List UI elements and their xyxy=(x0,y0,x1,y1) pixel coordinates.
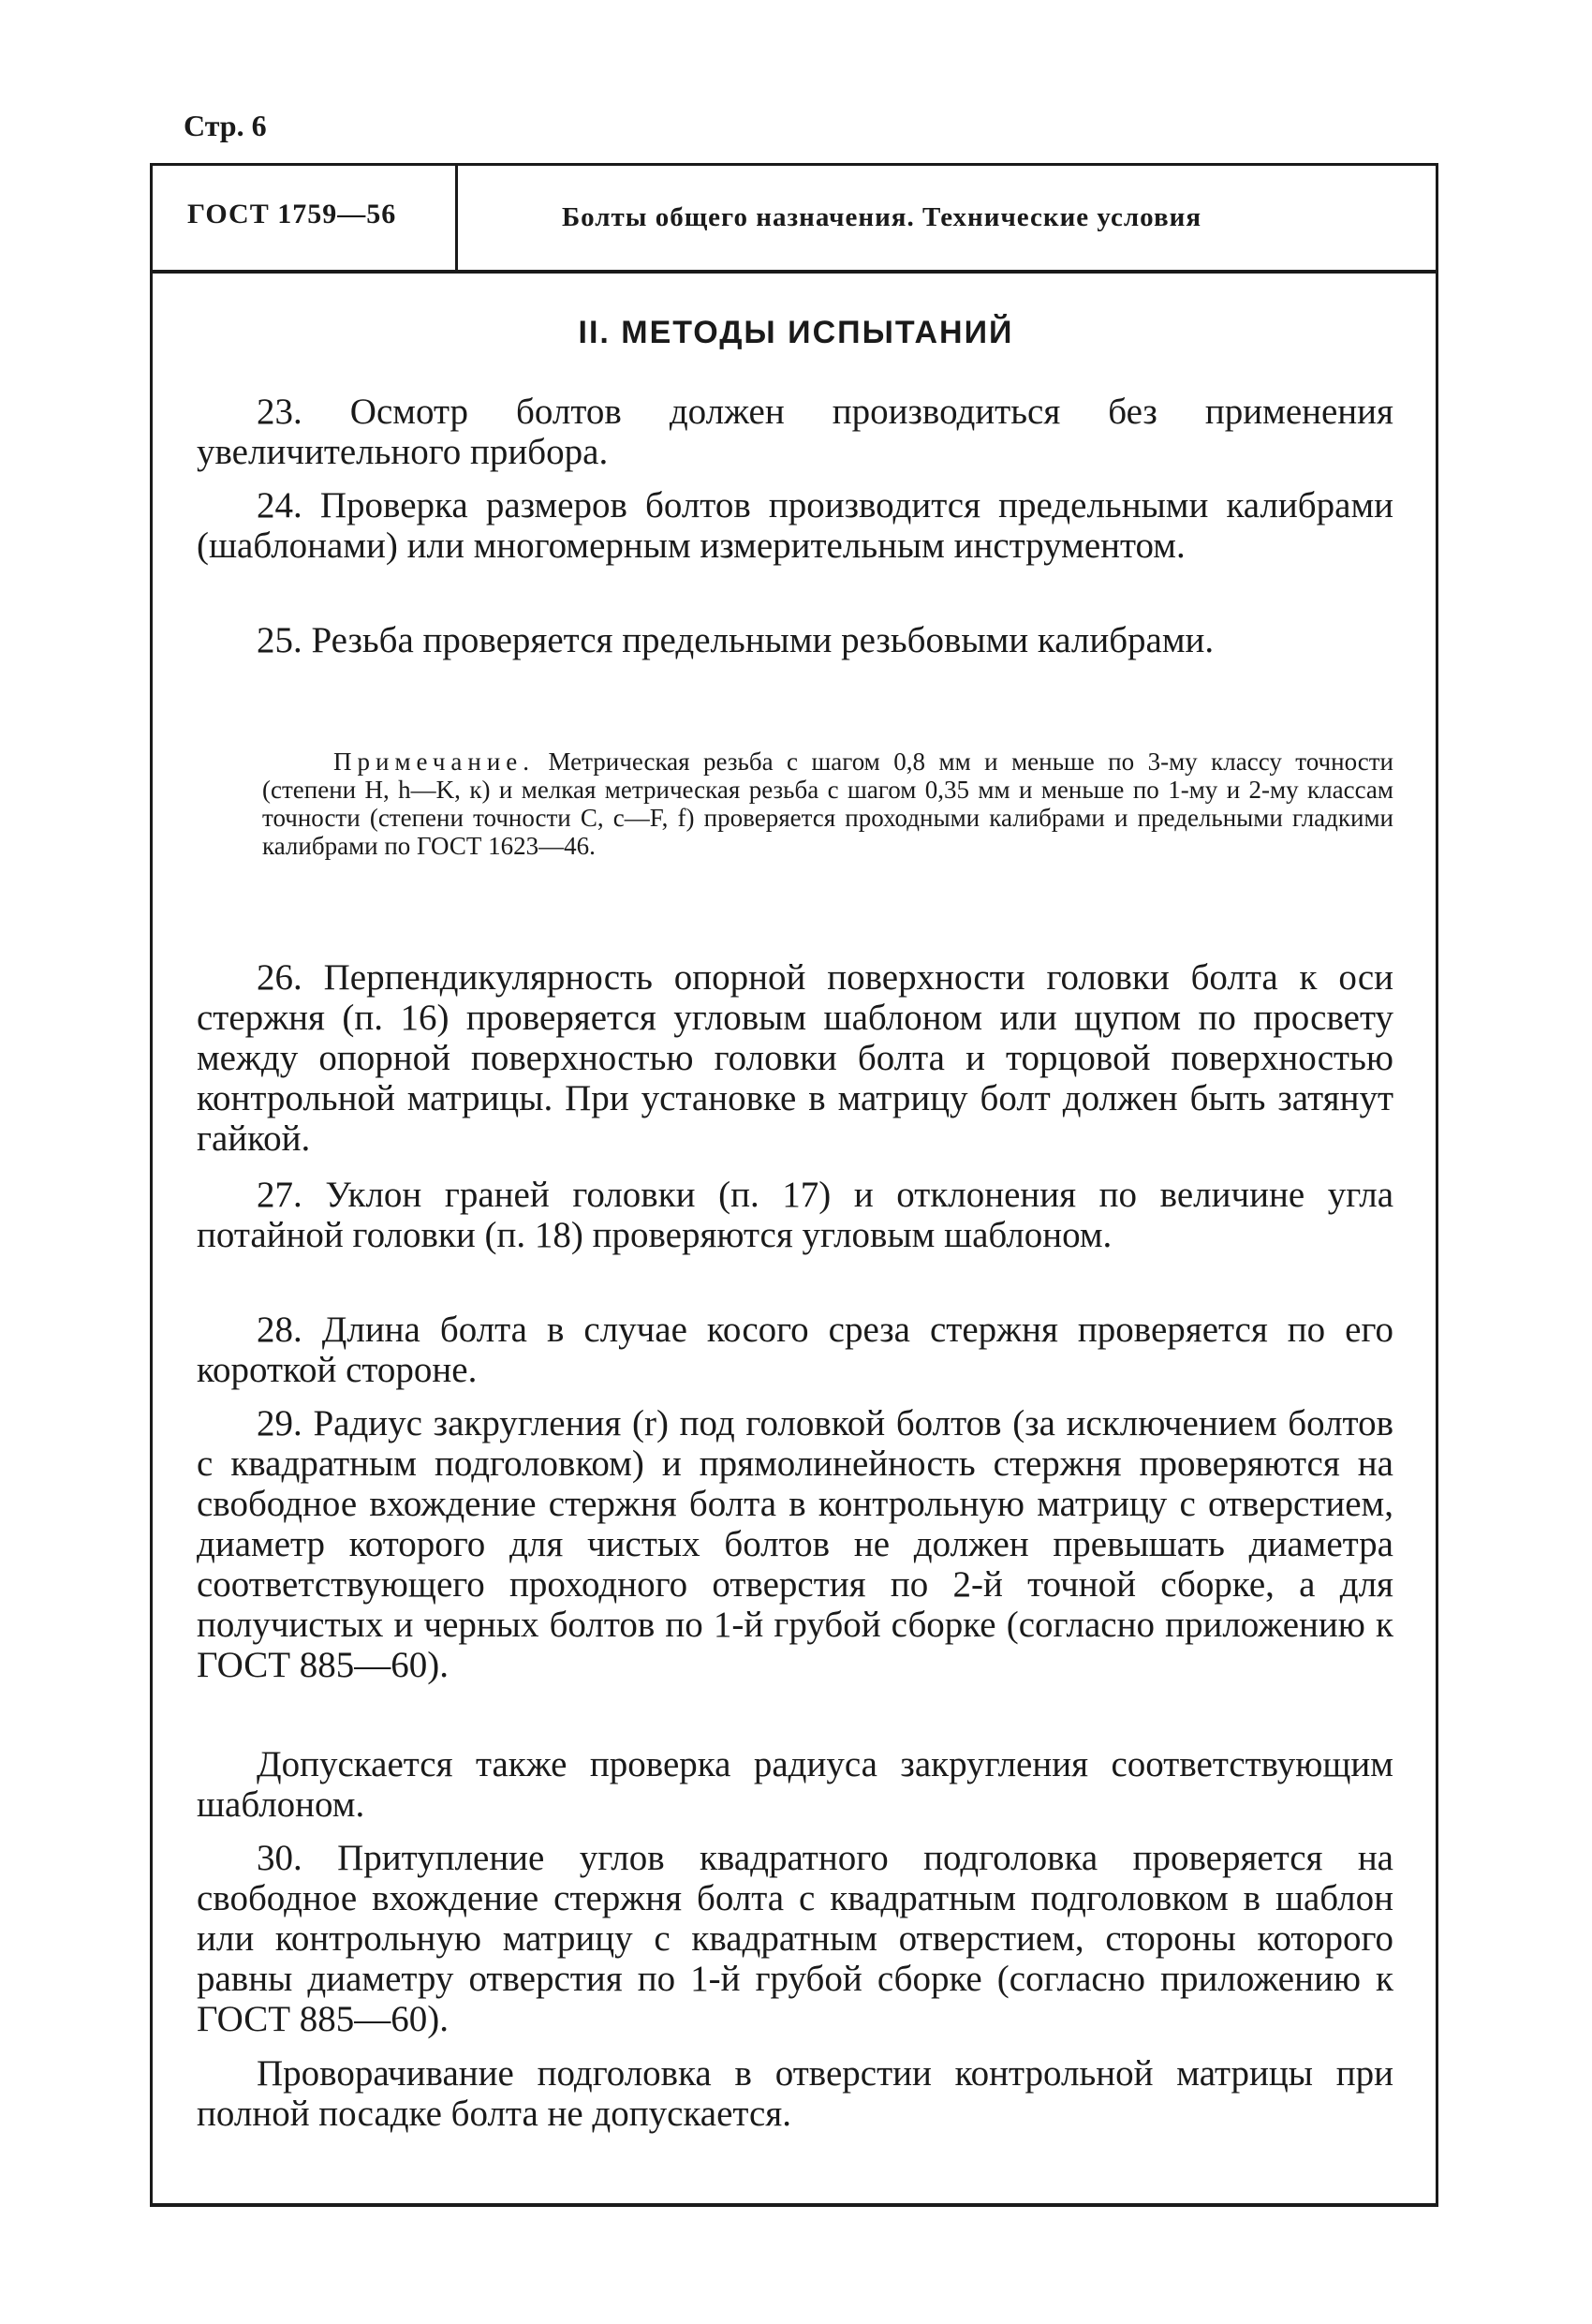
paragraph-25: 25. Резьба проверяется предельными резьбовыми калибрами. xyxy=(257,620,1215,660)
paragraph-28: 28. Длина болта в случае косого среза стержня проверяется по его короткой стороне. xyxy=(197,1310,1393,1390)
frame-bottom-rule xyxy=(150,2203,1438,2207)
paragraph-26: 26. Перпендикулярность опорной поверхности головки болта к оси стержня (п. 16) проверяется угловым шаблоном или щупом по просвету между опорной поверхностью головки болта и торцовой поверхностью контрольной матрицы. При установке в матрицу болт должен быть затянут гайкой. xyxy=(197,957,1393,1159)
paragraph-30: 30. Притупление углов квадратного подголовка проверяется на свободное вхождение стержня болта с квадратным подголовком в шаблон или контрольную матрицу с квадратным отверстием, стороны которого равны диаметру отверстия по 1-й грубой сборке (согласно приложению к ГОСТ 885—60). xyxy=(197,1838,1393,2039)
paragraph-27: 27. Уклон граней головки (п. 17) и отклонения по величине угла потайной головки (п. 18) проверяются угловым шаблоном. xyxy=(197,1175,1393,1255)
note xyxy=(262,748,1393,860)
standard-number: ГОСТ 1759—56 xyxy=(187,199,397,229)
page-number: Стр. 6 xyxy=(184,109,267,142)
note-body: Метрическая резьба с шагом 0,8 мм и меньше по 3-му классу точности (степени H, h—K, к) и мелкая метрическая резьба с шагом 0,35 мм и меньше по 1-му и 2-му классам точности (степени точности C, c—F, f) проверяется проходными калибрами и предельными гладкими калибрами по ГОСТ 1623—46. xyxy=(262,748,1393,860)
paragraph-29-continued: Допускается также проверка радиуса закругления соответствующим шаблоном. xyxy=(197,1744,1393,1825)
standard-title: Болты общего назначения. Технические условия xyxy=(562,202,1202,232)
paragraph-23: 23. Осмотр болтов должен производиться без применения увеличительного прибора. xyxy=(197,392,1393,472)
paragraph-29: 29. Радиус закругления (r) под головкой болтов (за исключением болтов с квадратным подголовком) и прямолинейность стержня проверяются на свободное вхождение стержня болта в контрольную матрицу с отверстием, диаметр которого для чистых болтов не должен превышать диаметра соответствующего проходного отверстия по 2-й точной сборке, а для получистых и черных болтов по 1-й грубой сборке (согласно приложению к ГОСТ 885—60). xyxy=(197,1403,1393,1685)
paragraph-24: 24. Проверка размеров болтов производится предельными калибрами (шаблонами) или многомерным измерительным инструментом. xyxy=(197,485,1393,566)
header-divider xyxy=(455,165,458,270)
section-heading: II. МЕТОДЫ ИСПЫТАНИЙ xyxy=(578,315,1014,350)
paragraph-30-continued: Проворачивание подголовка в отверстии контрольной матрицы при полной посадке болта не допускается. xyxy=(197,2053,1393,2134)
header-rule xyxy=(150,270,1438,274)
note-lead: Примечание. xyxy=(333,748,536,776)
